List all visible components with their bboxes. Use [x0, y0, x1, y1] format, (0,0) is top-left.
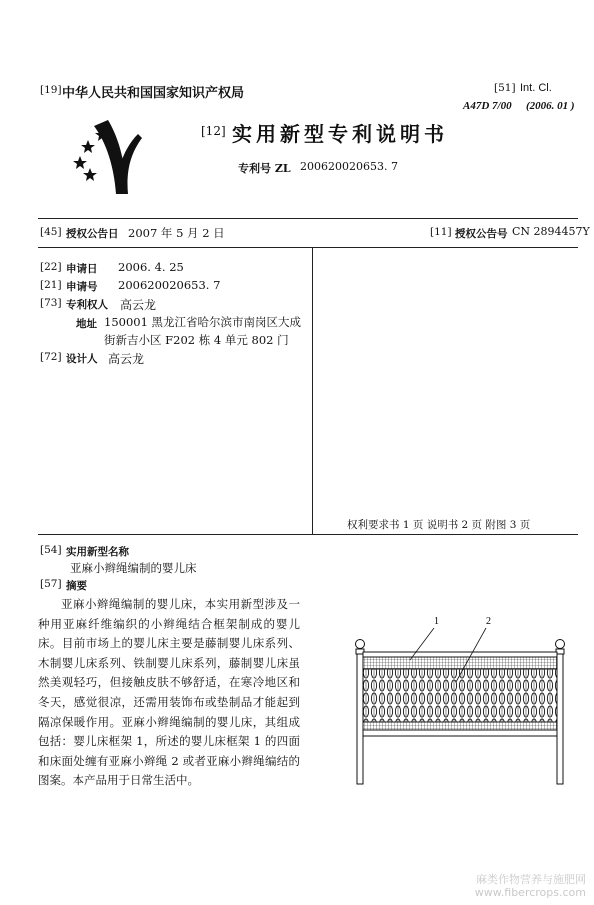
site-watermark [475, 873, 586, 899]
designer-value: 高云龙 [108, 352, 145, 366]
abstract-text-block [38, 595, 300, 791]
app-no-value: 200620020653. 7 [118, 278, 221, 292]
grant-pubno-value: CN 2894457Y [512, 225, 590, 238]
address-line1: 150001 黑龙江省哈尔滨市南岗区大成 [104, 315, 302, 329]
office-name: 中华人民共和国国家知识产权局 [62, 86, 245, 101]
grant-pubno-code: [11] [430, 226, 452, 238]
intcl-version: (2006. 01 ) [526, 100, 575, 112]
figure-label-1: 1 [434, 616, 439, 627]
intcl-value: A47D 7/00 [463, 100, 512, 112]
intcl-label: Int. Cl. [520, 82, 552, 94]
figure-label-2: 2 [486, 616, 491, 627]
abstract-text: 亚麻小辫绳编制的婴儿床，本实用新型涉及一种用亚麻纤维编织的小辫绳结合框架制成的婴儿床。目前市场上的婴儿床主要是藤制婴儿床系列、木制婴儿床系列、铁制婴儿床系列，藤制婴儿床虽然美观轻巧，但接触皮肤不够舒适，在寒冷地区和冬天，感觉很凉，还需用装饰布或垫制品才能起到隔凉保暖作用。亚麻小辫绳编制的婴儿床，其组成包括：婴儿床框架 1，所述的婴儿床框架 1 的四面和床面处缠有亚麻小辫绳 2 或者亚麻小辫绳编结的图案。本产品用于日常生活中。 [38, 597, 300, 788]
column-divider [312, 247, 313, 534]
owner-code: [73] [40, 297, 62, 309]
crib-drawing [346, 614, 578, 786]
filing-date-label: 申请日 [66, 263, 98, 275]
divider-grant [38, 247, 578, 248]
title-code: [54] [40, 544, 62, 556]
watermark-line2: www.fibercrops.com [474, 886, 586, 899]
title-label: 实用新型名称 [66, 546, 129, 558]
grant-pubno-label: 授权公告号 [455, 228, 508, 240]
intcl-code: [51] [494, 82, 516, 94]
pages-note: 权利要求书 1 页 说明书 2 页 附图 3 页 [347, 519, 531, 531]
filing-date-value: 2006. 4. 25 [118, 260, 184, 274]
patent-no-label: 专利号 ZL [238, 162, 291, 175]
abstract-label: 摘要 [66, 580, 87, 592]
grant-date-label: 授权公告日 [66, 228, 119, 240]
address-line2: 街新吉小区 F202 栋 4 单元 802 门 [104, 333, 289, 347]
title-value: 亚麻小辫绳编制的婴儿床 [70, 561, 197, 575]
watermark-line1: 麻类作物营养与施肥网 [476, 873, 586, 886]
abstract-code: [57] [40, 578, 62, 590]
address-label: 地址 [76, 318, 97, 330]
doc-code: [12] [201, 124, 226, 138]
owner-value: 高云龙 [120, 298, 157, 312]
grant-date-code: [45] [40, 226, 62, 238]
owner-label: 专利权人 [66, 299, 108, 311]
divider-bib [38, 534, 578, 535]
designer-label: 设计人 [66, 353, 98, 365]
filing-date-code: [22] [40, 261, 62, 273]
app-no-label: 申请号 [66, 281, 98, 293]
patent-office-emblem-icon [72, 114, 150, 196]
office-code: [19] [40, 84, 62, 96]
grant-date-value: 2007 年 5 月 2 日 [128, 226, 225, 240]
patent-no: 200620020653. 7 [300, 160, 398, 173]
doc-title: 实用新型专利说明书 [232, 122, 448, 146]
divider-top [38, 218, 578, 219]
app-no-code: [21] [40, 279, 62, 291]
designer-code: [72] [40, 351, 62, 363]
